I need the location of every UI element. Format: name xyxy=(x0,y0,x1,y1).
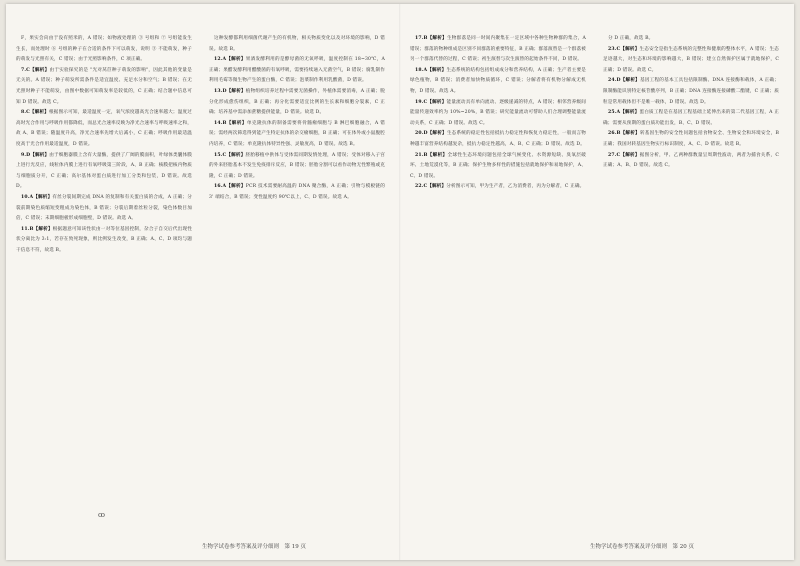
paragraph: 分 D 正确，故选 B。 xyxy=(608,36,654,41)
ink-mark-icon: ꝏ xyxy=(98,511,105,519)
footer-right: 生物学试卷参考答案及评分细则 第 20 页 xyxy=(590,544,694,550)
paragraph: 15.C【解析】胚胎移植中供体与受体需同期发情处理，A 错误；受体对移入子宫的外来胚胎基本不发生免疫排斥反应，B 错误；胚胎分割可以看作动物无性繁殖或克隆，C 正确；D 错误。 xyxy=(209,152,385,179)
paragraph: 9.D【解析】由于细胞器膜上含有大量酶，提供了广阔的膜面积，叶绿体类囊体膜上进行光反应，线粒体内膜上进行有氧呼吸第三阶段，A、B 正确；核膜把核内物质与细胞质分开，C 正确；高尔基体对蛋白质进行加工分类和包装，D 错误。故选 D。 xyxy=(16,152,192,190)
footer-left: 生物学试卷参考答案及评分细则 第 19 页 xyxy=(202,544,306,550)
paragraph: 26.B【解析】转基因生物的安全性问题包括食物安全、生物安全和环境安全，B 正确；我国对转基因生物实行标识制度，A、C、D 错误。故选 B。 xyxy=(603,131,779,147)
paragraph: 7.C【解析】由于实验探究的是 "光对莴苣种子萌发的影响"，因此其他的变量是无关的。A 错误；种子萌发所需条件是适宜温度、充足水分和空气；B 错误；在无光照时种子不能萌发，由图中数据可知萌发率是较低的，C 正确；结合题中信息可知 D 错误。故选 C。 xyxy=(16,67,192,105)
paragraph: 19.C【解析】能量流动具有单向流动、逐级递减的特点，A 错误；相邻营养级间能量传递效率约为 10%~20%，B 错误；研究能量流动可帮助人们合理调整能量流动关系，C 正确；D 错误。故选 C。 xyxy=(410,99,586,126)
paragraph: 这种发酵都利用细菌代谢产生的有机物，相关物质变化以及对环境的影响，D 错误。故选 B。 xyxy=(209,36,385,52)
column-2 xyxy=(209,34,385,524)
column-1 xyxy=(16,34,192,524)
paragraph: 8.C【解析】根据图示可知，最适温度一定，氧气浓度越高光合速率越大；温度过高时光合作用与呼吸作用都降低，而总光合速率反映为净光合速率与呼吸速率之和，故 A、B 错误；随温度升高，净光合速率先增大后减小，C 正确；呼吸作用最适温度高于光合作用最适温度，D 错误。 xyxy=(16,110,192,147)
paragraph: 23.C【解析】生态安全是指生态系统的完整性和健康的整体水平，A 错误；生态足迹越大，对生态和环境的影响越大，B 错误；建立自然保护区属于就地保护，C 正确；D 错误。故选 C。 xyxy=(603,46,779,73)
paragraph: 21.B【解析】全球性生态环境问题包括全球气候变化、水资源短缺、臭氧层破坏、土地荒漠化等，B 正确；保护生物多样性的措施包括就地保护和易地保护，A、C、D 错误。 xyxy=(410,152,586,179)
paragraph: 10.A【解析】有丝分裂间期完成 DNA 的复制和有关蛋白质的合成，A 正确；分裂前期染色质缩短变粗成为染色体，B 错误；分裂后期着丝粒分裂，染色体数目加倍，C 错误；末期细胞板形成细胞壁，D 错误。故选 A。 xyxy=(16,194,192,222)
paragraph: 16.A【解析】PCR 技术需要耐高温的 DNA 聚合酶，A 正确；引物与模板链的 3' 端结合，B 错误；变性温度约 90℃以上，C、D 错误。故选 A。 xyxy=(209,184,385,200)
column-4 xyxy=(603,34,779,524)
paragraph: 17.B【解析】生物群落是同一时间内聚集在一定区域中各种生物种群的集合，A 错误；群落的物种组成是区别不同群落的重要特征，B 正确；群落演替是一个群落被另一个群落代替的过程，C 错误；初生演替与次生演替的起始条件不同，D 错误。 xyxy=(410,36,586,63)
paragraph: 25.A【解析】蛋白质工程是在基因工程基础上延伸出来的第二代基因工程，A 正确；需要从预期的蛋白质功能出发，B、C、D 错误。 xyxy=(603,110,779,126)
paragraph: 24.D【解析】基因工程的基本工具包括限制酶、DNA 连接酶和载体，A 正确；限制酶能识别特定核苷酸序列，B 正确；DNA 连接酶连接磷酸二酯键，C 正确；质粒是常用载体但不是唯一载体，D 错误。故选 D。 xyxy=(603,78,779,105)
paragraph: 20.D【解析】生态系统的稳定性包括抵抗力稳定性和恢复力稳定性，一般而言物种越丰富营养结构越复杂，抵抗力稳定性越高，A、B、C 正确；D 错误。故选 D。 xyxy=(410,131,586,147)
paragraph: 14.B【解析】单克隆抗体的制备需要将骨髓瘤细胞与 B 淋巴细胞融合，A 错误；需经两次筛选得到能产生特定抗体的杂交瘤细胞，B 正确；可在体外或小鼠腹腔内培养，C 错误；单克隆抗体特异性强、灵敏度高，D 错误。故选 B。 xyxy=(209,120,385,147)
paragraph: 22.C【解析】分析图示可知，甲为生产者，乙为消费者，丙为分解者，C 正确。 xyxy=(415,184,585,190)
paragraph: 13.D【解析】植物组织培养过程中需要无菌操作，外植体需要消毒，A 正确；脱分化形成愈伤组织，B 正确；再分化需要适宜比例的生长素和细胞分裂素，C 正确；培养基中需添加蔗糖提供能量，D 错误。故选 D。 xyxy=(209,88,385,116)
paragraph: 12.A【解析】果酒发酵利用的是酵母菌的无氧呼吸，温度控制在 18~30℃，A 正确；果醋发酵利用醋酸菌的有氧呼吸，需要持续通入无菌空气，B 错误；腐乳制作利用毛霉等微生物产生的蛋白酶，C 错误；泡菜制作利用乳酸菌，D 错误。 xyxy=(209,57,385,84)
paragraph: 27.C【解析】据图分析，甲、乙两种群数量呈周期性波动，两者为捕食关系，C 正确；A、B、D 错误。故选 C。 xyxy=(603,152,779,169)
paragraph: 18.A【解析】生态系统的结构包括组成成分和营养结构，A 正确；生产者主要是绿色植物，B 错误；消费者加快物质循环，C 错误；分解者将有机物分解成无机物，D 错误。故选 A。 xyxy=(410,67,586,94)
page-fold xyxy=(399,4,401,560)
column-3 xyxy=(410,34,586,524)
answer-sheet xyxy=(6,4,794,560)
paragraph: 11.B【解析】根据题意可知该性状由一对等位基因控制，杂合子自交后代出现性状分离比为 3:1，若存在致死现象，则比例发生改变，B 正确；A、C、D 项均与题干信息不符，故选 B。 xyxy=(16,226,192,253)
paragraph: F，果实会向由于没有照米的，A 错误；如物液处理的 ③ 号组和 ⑦ 号组能发生生长，而处理时 ⑥ 号组的种子在合适的条件下可以萌发，说明 ③ 不能萌发，种子的萌发与光照有关，C 错误；由于光照影响条件，C 项正确。 xyxy=(16,36,192,63)
